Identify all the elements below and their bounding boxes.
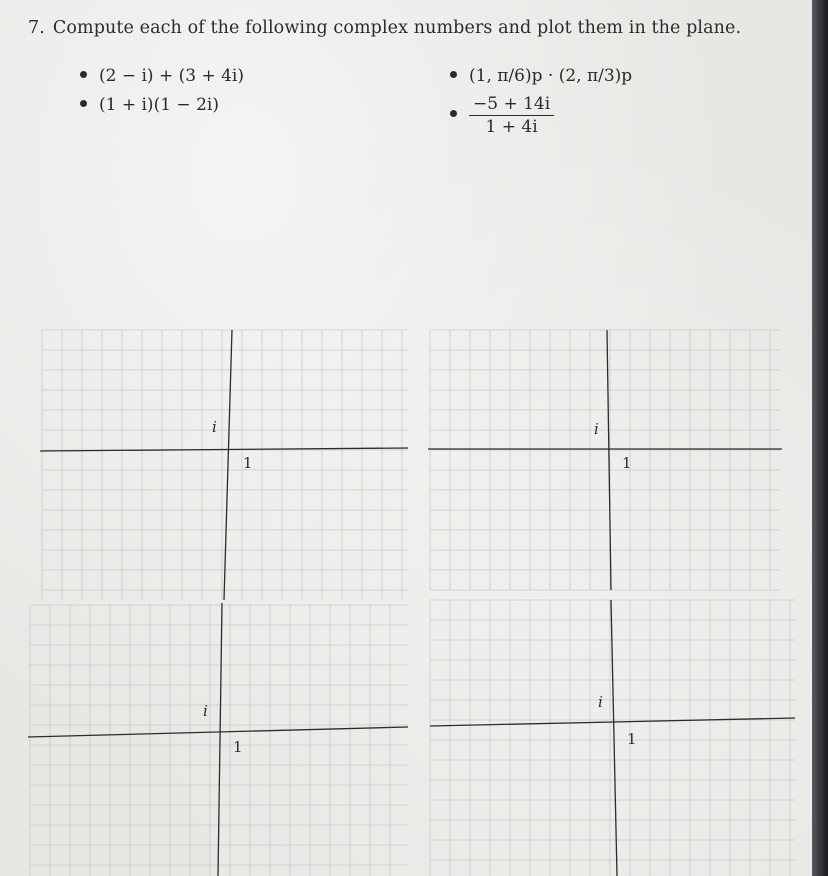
imag-axis-label: i — [203, 702, 208, 720]
imag-axis-label: i — [594, 420, 599, 438]
imag-axis-label: i — [212, 418, 217, 436]
real-unit-label: 1 — [243, 454, 253, 472]
fraction-denominator: 1 + 4i — [485, 117, 538, 137]
expression-text: (1 + i)(1 − 2i) — [99, 95, 219, 115]
problem-number: 7. — [28, 18, 45, 38]
expression-text: (1, π/6)p · (2, π/3)p — [469, 66, 633, 86]
problem-text: Compute each of the following complex numbers and plot them in the plane. — [52, 18, 742, 38]
real-unit-label: 1 — [233, 738, 243, 756]
real-unit-label: 1 — [627, 730, 637, 748]
fraction-numerator: −5 + 14i — [469, 93, 554, 116]
expression-text: (2 − i) + (3 + 4i) — [99, 66, 245, 86]
imag-axis — [611, 600, 617, 876]
real-unit-label: 1 — [622, 454, 632, 472]
imag-axis-label: i — [598, 693, 603, 711]
real-axis — [430, 718, 795, 726]
